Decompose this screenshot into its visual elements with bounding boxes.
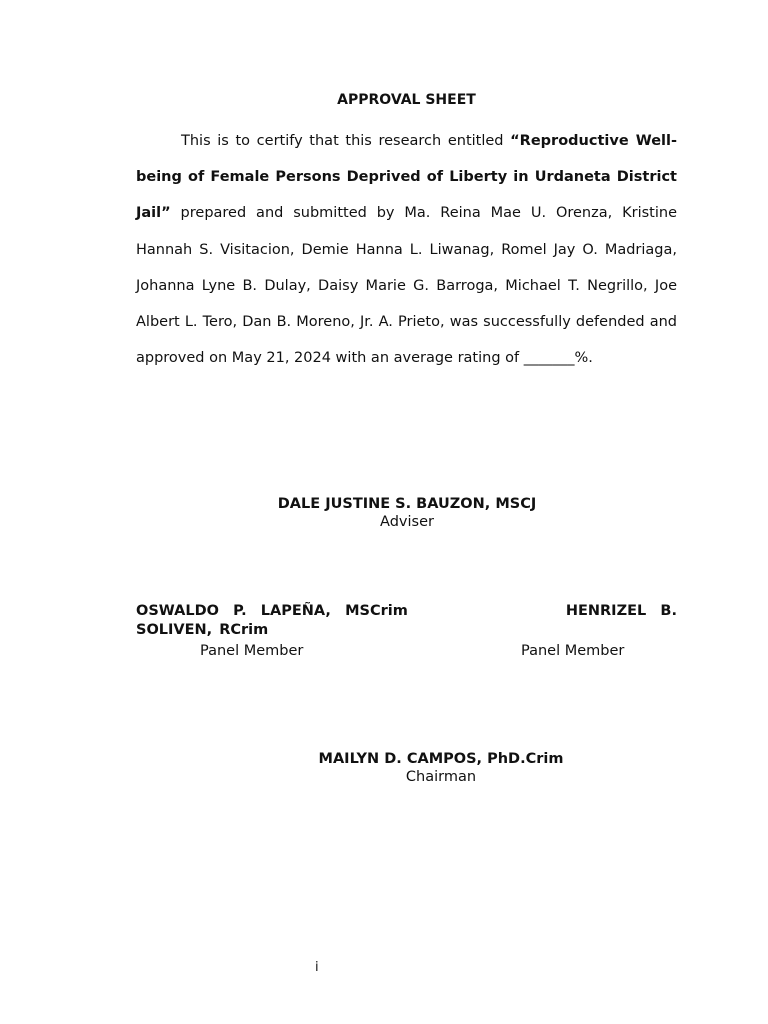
- chairman-signature-block: [300, 750, 582, 786]
- page-number: i: [315, 960, 319, 975]
- adviser-signature-block: [200, 495, 614, 531]
- panel-member-1-name: OSWALDO P. LAPEÑA, MSCrim: [136, 603, 408, 619]
- chairman-role: Chairman: [405, 769, 477, 785]
- panel-member-2-role: Panel Member: [521, 643, 625, 659]
- panel-names: [136, 602, 677, 640]
- panel-member-1-role: Panel Member: [200, 643, 304, 659]
- certification-intro: This is to certify that this research entitled: [181, 133, 511, 149]
- adviser-name: DALE JUSTINE S. BAUZON, MSCJ: [277, 496, 537, 512]
- chairman-name: MAILYN D. CAMPOS, PhD.Crim: [318, 751, 564, 767]
- adviser-role: Adviser: [380, 514, 434, 530]
- certification-details: prepared and submitted by Ma. Reina Mae U. Orenza, Kristine Hannah S. Visitacion, Demie Hanna L. Liwanag, Romel Jay O. Madriaga, Johanna Lyne B. Dulay, Daisy Marie G. Barroga, Michael T. Negrillo, Joe Albert L. Tero, Dan B. Moreno, Jr. A. Prieto, was successfully defended and approved on May 21, 2024 with an average rating of _______%.: [136, 205, 677, 367]
- certification-paragraph: [136, 123, 677, 376]
- research-title: “Reproductive Well-being of Female Persons Deprived of Liberty in Urdaneta District Jail”: [136, 133, 677, 222]
- panel-member-2-name: HENRIZEL B. SOLIVEN, RCrim: [136, 603, 677, 638]
- approval-sheet-title: APPROVAL SHEET: [337, 92, 476, 108]
